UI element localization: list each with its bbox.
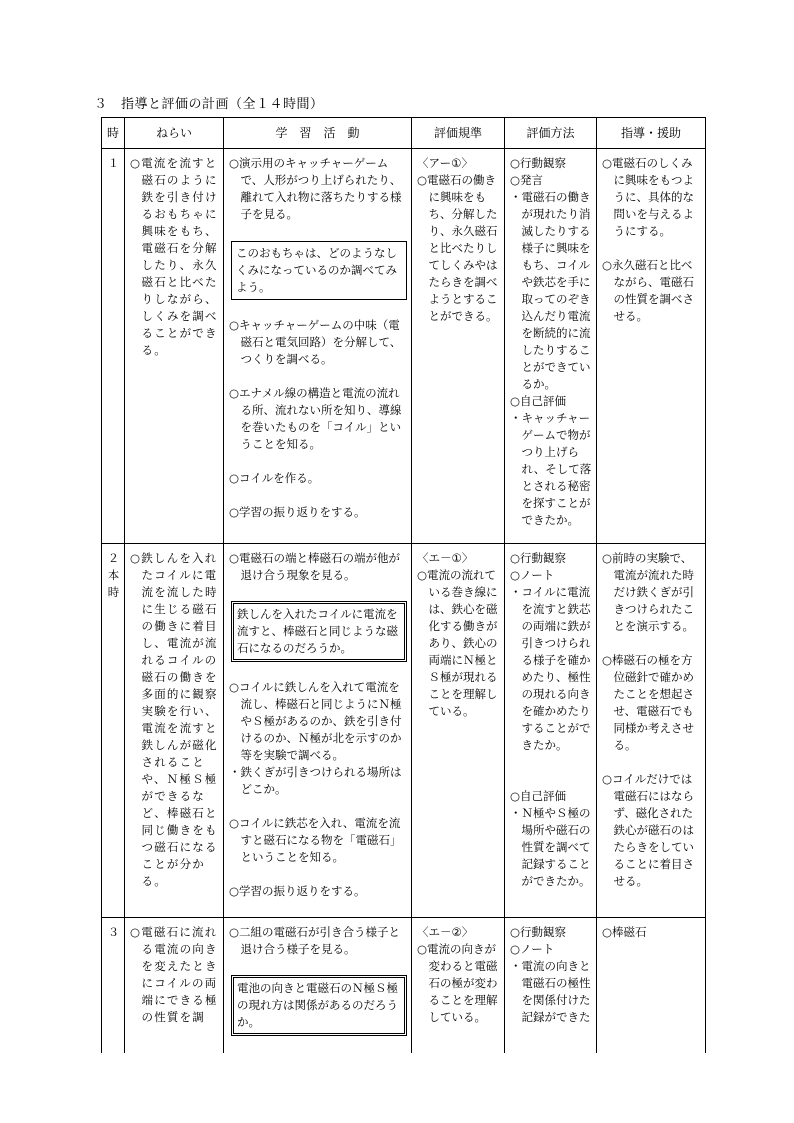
cell-time bbox=[102, 149, 125, 544]
method-item: ○行動観察 bbox=[510, 925, 567, 939]
criteria-item: ○電磁石の働きに興味をもち、分解したり、永久磁石と比べたりしてしくみやはたらきを調べようとすることができる。 bbox=[417, 173, 498, 323]
time-label: ３ bbox=[107, 925, 120, 939]
activity-item: ・鉄くぎが引きつけられる場所はどこか。 bbox=[229, 765, 402, 796]
method-item: ○自己評価 bbox=[510, 394, 567, 408]
cell-time bbox=[102, 918, 125, 1054]
header-method: 評価方法 bbox=[505, 118, 597, 149]
method-item: ○ノート bbox=[510, 568, 555, 582]
header-time: 時 bbox=[102, 118, 125, 149]
table-row bbox=[102, 918, 706, 1054]
cell-method bbox=[505, 918, 597, 1054]
activity-item: ○演示用のキャッチャーゲームで、人形がつり上げられたり、離れて入れ物に落ちたりする様子を見る。 bbox=[229, 156, 402, 221]
aim-text: ○電磁石に流れる電流の向きを変えたときにコイルの両端にできる極の性質を調 bbox=[130, 925, 218, 1024]
aim-text: ○電流を流すと磁石のように鉄を引き付けるおもちゃに興味をもち、電磁石を分解したり、永久磁石と比べたりしながら、しくみを調べることができる。 bbox=[130, 156, 218, 357]
guidance-item: ○電磁石のしくみに興味をもつように、具体的な問いを与えるようにする。 bbox=[602, 156, 694, 238]
criteria-item: ○電流の向きが変わると電磁石の極が変わることを理解している。 bbox=[417, 942, 498, 1024]
header-aim: ねらい bbox=[125, 118, 224, 149]
activity-item: ○エナメル線の構造と電流の流れる所、流れない所を知り、導線を巻いたものを「コイル」ということを知る。 bbox=[229, 386, 402, 451]
cell-criteria bbox=[412, 544, 505, 918]
method-item: ・電磁石の働きが現れたり消滅したりする様子に興味をもち、コイルや鉄芯を手に取ってのぞき込んだり電流を断続的に流したりすることができているか。 bbox=[510, 190, 591, 391]
cell-method bbox=[505, 149, 597, 544]
aim-text: ○鉄しんを入れたコイルに電流を流した時に生じる磁石の働きに着目し、電流が流れるコイルの磁石の働きを多面的に観察実験を行い、電流を流すと鉄しんが磁化されることや、Ｎ極Ｓ極ができるなど、棒磁石と同じ働きをもつ磁石になることが分かる。 bbox=[130, 551, 218, 888]
guidance-item: ○前時の実験で、電流が流れた時だけ鉄くぎが引きつけられたことを演示する。 bbox=[602, 551, 694, 633]
activity-item: ○二組の電磁石が引き合う様子と退け合う様子を見る。 bbox=[229, 925, 401, 956]
cell-aim bbox=[125, 149, 224, 544]
method-item: ○自己評価 bbox=[510, 789, 567, 803]
table-row bbox=[102, 149, 706, 544]
guidance-item: ○棒磁石の極を方位磁針で確かめたことを想起させ、電磁石でも同様か考えさせる。 bbox=[602, 653, 694, 752]
criteria-item: 〈エ－①〉 bbox=[417, 551, 474, 565]
method-item: ・電流の向きと電磁石の極性を関係付けた記録ができた bbox=[510, 959, 591, 1024]
cell-time bbox=[102, 544, 125, 918]
activity-item: ○コイルに鉄芯を入れ、電流を流すと磁石になる物を「電磁石」ということを知る。 bbox=[229, 816, 402, 864]
time-label: 本 bbox=[107, 568, 120, 582]
activity-item: ○コイルに鉄しんを入れて電流を流し、棒磁石と同じようにＮ極やＳ極があるのか、鉄を引き付けるのか、Ｎ極が北を示すのか等を実験で調べる。 bbox=[229, 680, 402, 762]
method-item: ・キャッチャーゲームで物がつり上げられ、そして落とされる秘密を探すことができたか。 bbox=[510, 411, 592, 527]
method-item: ○行動観察 bbox=[510, 156, 567, 170]
learning-question-box: 鉄しんを入れたコイルに電流を流すと、棒磁石と同じような磁石になるのだろうか。 bbox=[231, 601, 407, 662]
method-item: ・コイルに電流を流すと鉄芯の両端に鉄が引きつけられる様子を確かめたり、極性の現れる向きを確かめたりすることができたか。 bbox=[510, 585, 591, 752]
time-label: 時 bbox=[107, 585, 120, 599]
method-item: ○発言 bbox=[510, 173, 544, 187]
header-guidance: 指導・援助 bbox=[597, 118, 706, 149]
cell-guidance bbox=[597, 918, 706, 1054]
plan-table bbox=[101, 117, 706, 1053]
method-item: ○ノート bbox=[510, 942, 555, 956]
table-row bbox=[102, 544, 706, 918]
cell-aim bbox=[125, 544, 224, 918]
cell-guidance bbox=[597, 544, 706, 918]
cell-activities bbox=[224, 149, 412, 544]
activity-item: ○学習の振り返りをする。 bbox=[229, 884, 366, 898]
header-row bbox=[102, 118, 706, 149]
learning-question-box: このおもちゃは、どのようなしくみになっているのか調べてみよう。 bbox=[231, 241, 407, 300]
cell-guidance bbox=[597, 149, 706, 544]
cell-criteria bbox=[412, 149, 505, 544]
activity-item: ○学習の振り返りをする。 bbox=[229, 505, 366, 519]
time-label: ２ bbox=[107, 551, 120, 565]
section-title: ３ 指導と評価の計画（全１４時間） bbox=[94, 97, 324, 112]
method-item: ・Ｎ極やＳ極の場所や磁石の性質を調べて記録することができたか。 bbox=[510, 806, 591, 888]
cell-method bbox=[505, 544, 597, 918]
criteria-item: 〈アー①〉 bbox=[417, 156, 473, 170]
criteria-item: ○電流の流れている巻き線には、鉄心を磁化する働きがあり、鉄心の両端にＮ極とＳ極が現れることを理解している。 bbox=[417, 568, 498, 718]
header-criteria: 評価規準 bbox=[412, 118, 505, 149]
cell-activities bbox=[224, 918, 412, 1054]
criteria-item: 〈エ－②〉 bbox=[417, 925, 474, 939]
cell-aim bbox=[125, 918, 224, 1054]
guidance-item: ○棒磁石 bbox=[602, 925, 647, 939]
guidance-item: ○永久磁石と比べながら、電磁石の性質を調べさせる。 bbox=[602, 258, 694, 323]
activity-item: ○電磁石の端と棒磁石の端が他が退け合う現象を見る。 bbox=[229, 551, 401, 582]
learning-question-box: 電池の向きと電磁石のＮ極Ｓ極の現れ方は関係があるのだろうか。 bbox=[231, 975, 407, 1036]
activity-item: ○コイルを作る。 bbox=[229, 471, 320, 485]
activity-item: ○キャッチャーゲームの中味（電磁石と電気回路）を分解して、つくりを調べる。 bbox=[229, 318, 402, 366]
guidance-item: ○コイルだけでは電磁石にはならず、磁化された鉄心が磁石のはたらきをしていることに着目させる。 bbox=[602, 772, 694, 888]
cell-criteria bbox=[412, 918, 505, 1054]
cell-activities bbox=[224, 544, 412, 918]
time-label: １ bbox=[107, 156, 120, 170]
header-activities: 学 習 活 動 bbox=[224, 118, 412, 149]
method-item: ○行動観察 bbox=[510, 551, 567, 565]
